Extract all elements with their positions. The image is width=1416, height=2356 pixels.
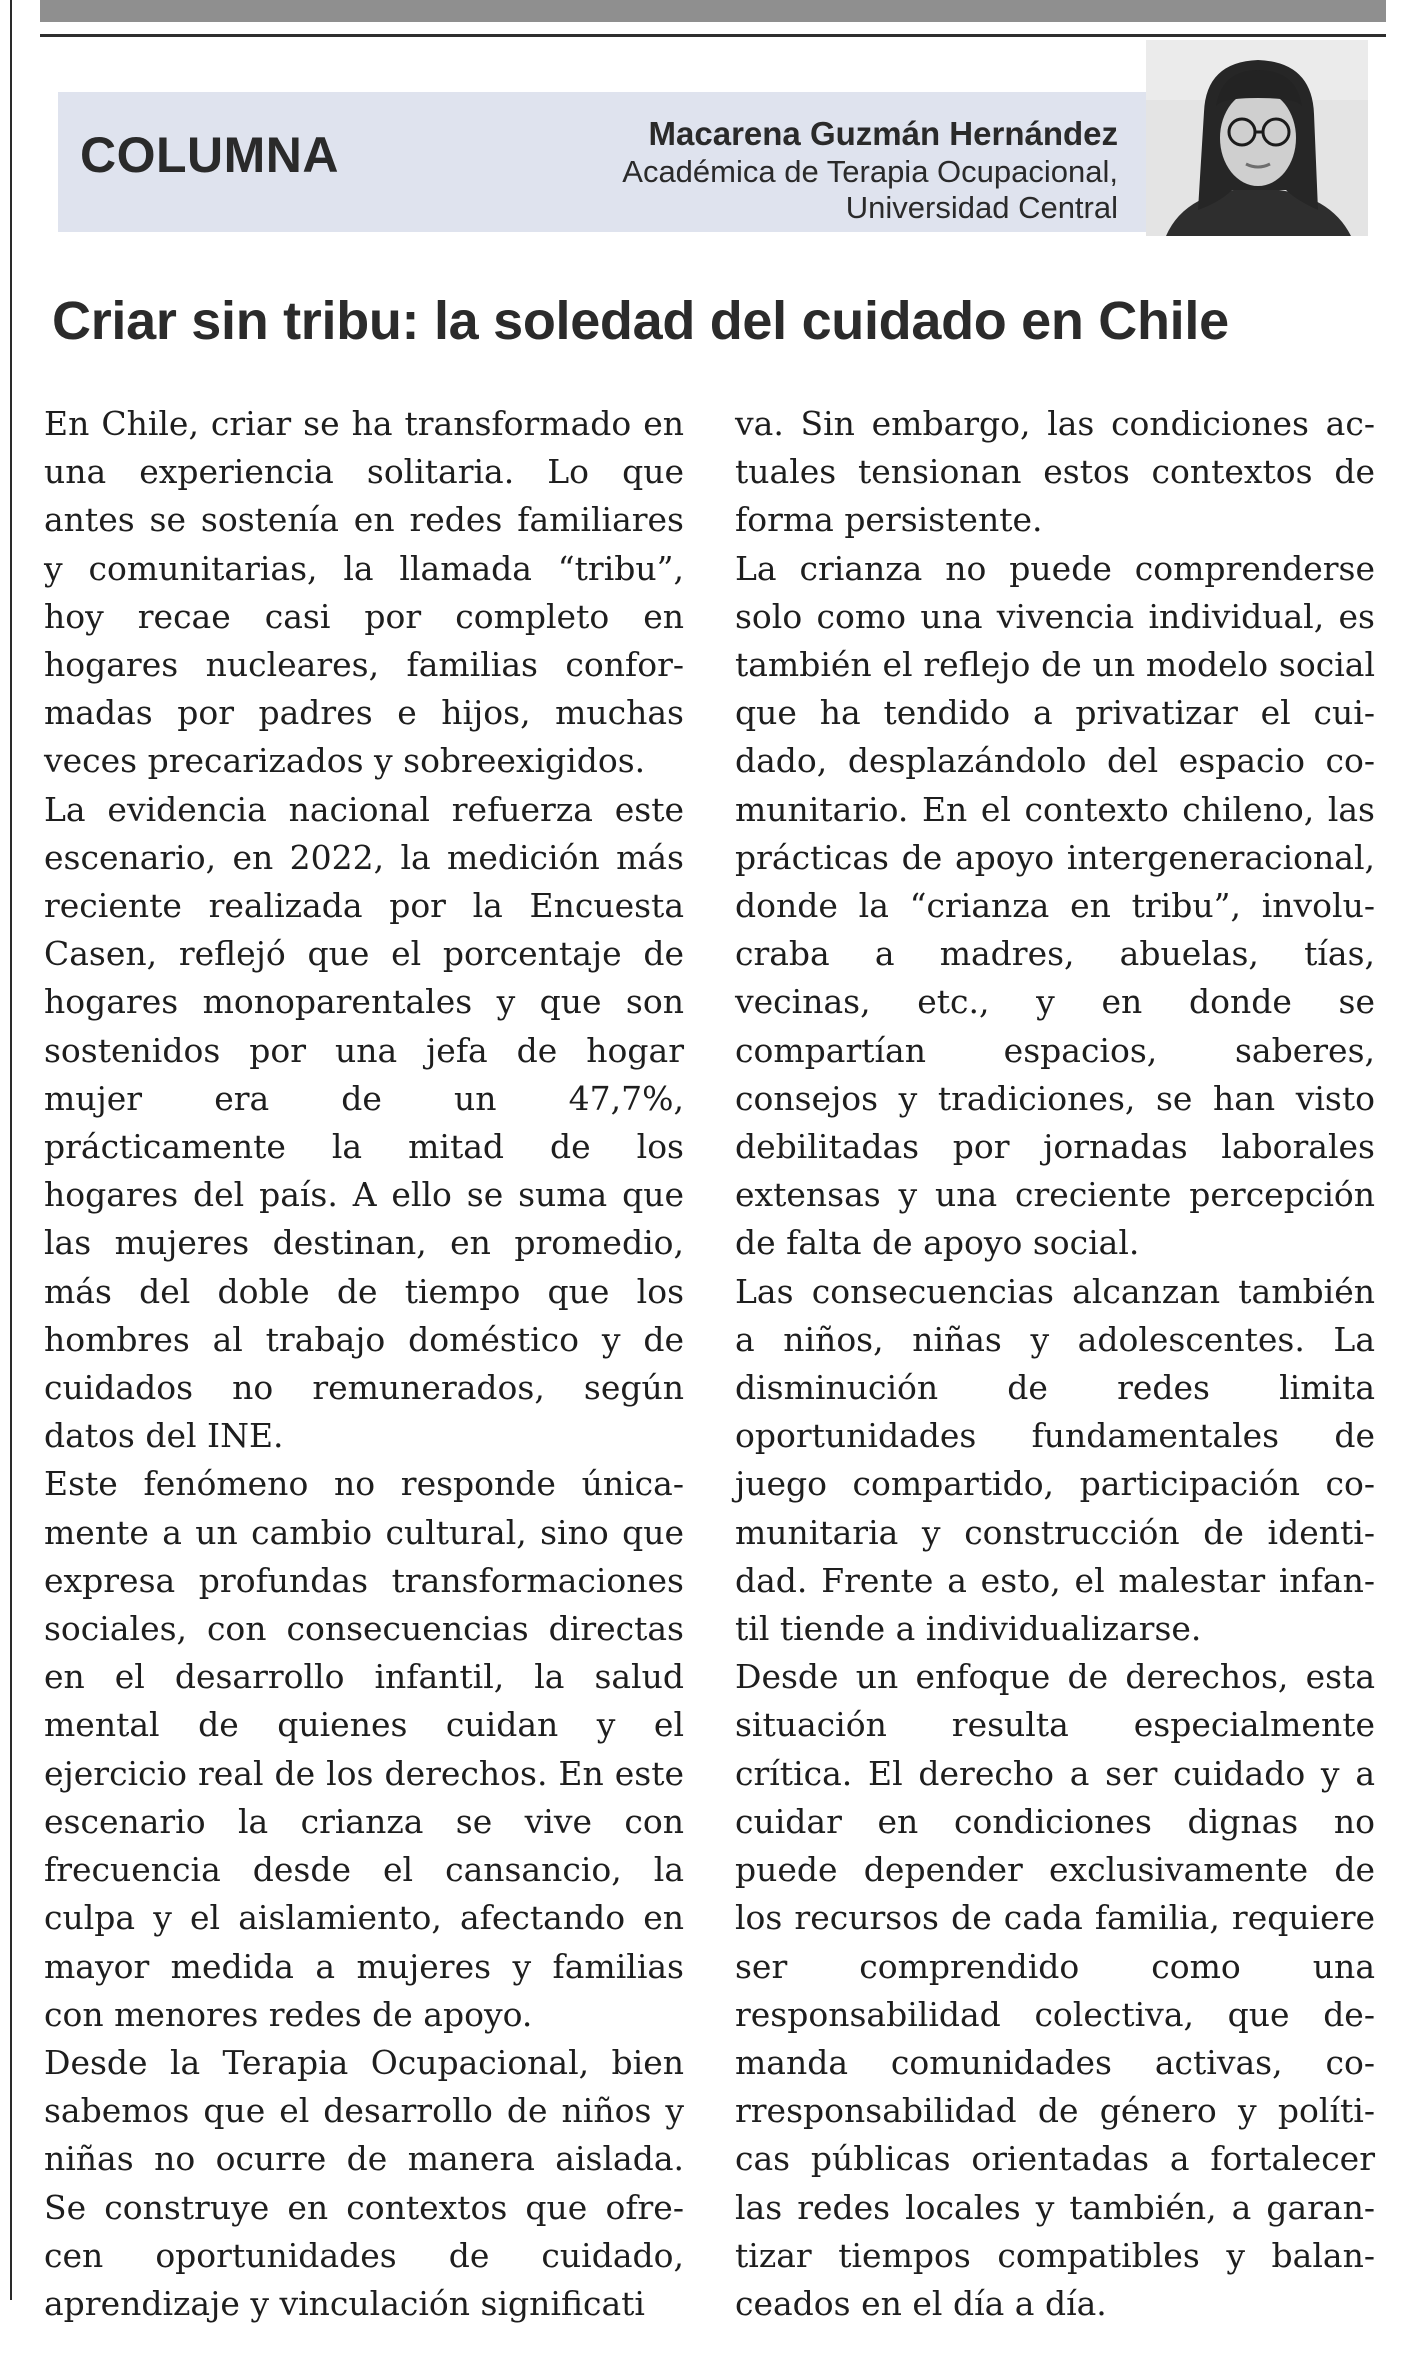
paragraph: Desde un enfoque de derechos, esta situación resulta especialmente crítica. El derecho a ser cuidado y a cuidar en condiciones dignas no puede depender exclusivamente de los recursos de cada familia, requiere ser comprendido como una responsabilidad colectiva, que demanda comunidades activas, corresponsabilidad de género y políticas públicas orientadas a fortalecer las redes locales y también, a garantizar tiempos compatibles y balanceados en el día a día. <box>735 1657 1375 2323</box>
paragraph: Este fenómeno no responde únicamente a un cambio cultural, sino que expresa profundas transformaciones sociales, con consecuencias directas en el desarrollo infantil, la salud mental de quienes cuidan y el ejercicio real de los derechos. En este escenario la crianza se vive con frecuencia desde el cansancio, la culpa y el aislamiento, afectando en mayor medida a mujeres y familias con menores redes de apoyo. <box>44 1464 684 2034</box>
author-role: Académica de Terapia Ocupacional, <box>622 154 1118 189</box>
section-label: COLUMNA <box>80 127 340 183</box>
paragraph: va. Sin embargo, las condiciones actuales tensionan estos contextos de forma persistente. <box>735 404 1375 540</box>
paragraph: La crianza no puede comprenderse solo como una vivencia individual, es también el reflejo de un modelo social que ha tendido a privatizar el cuidado, desplazándolo del espacio comunitario. En el contexto chileno, las prácticas de apoyo intergeneracional, donde la “crianza en tribu”, involucraba a madres, abuelas, tías, vecinas, etc., y en donde se compartían espacios, saberes, consejos y tradiciones, se han visto debilitadas por jornadas laborales extensas y una creciente percepción de falta de apoyo social. <box>735 548 1375 1263</box>
top-rule <box>40 34 1386 37</box>
paragraph: Desde la Terapia Ocupacional, bien sabemos que el desarrollo de niños y niñas no ocurre de manera aislada. Se construye en contextos que ofrecen oportunidades de cuidado, aprendizaje y vinculación significati <box>44 2042 684 2323</box>
author-name: Macarena Guzmán Hernández <box>648 115 1118 152</box>
article-column-left <box>44 400 684 2328</box>
author-byline <box>622 114 1118 226</box>
article-headline: Criar sin tribu: la soledad del cuidado en Chile <box>52 291 1229 351</box>
left-column-rule <box>10 0 12 2300</box>
paragraph: Las consecuencias alcanzan también a niños, niñas y adolescentes. La disminución de redes limita oportunidades fundamentales de juego compartido, participación comunitaria y construcción de identidad. Frente a esto, el malestar infantil tiende a individualizarse. <box>735 1271 1375 1649</box>
paragraph: La evidencia nacional refuerza este escenario, en 2022, la medición más reciente realizada por la Encuesta Casen, reflejó que el porcentaje de hogares monoparentales y que son sostenidos por una jefa de hogar mujer era de un 47,7%, prácticamente la mitad de los hogares del país. A ello se suma que las mujeres destinan, en promedio, más del doble de tiempo que los hombres al trabajo doméstico y de cuidados no remunerados, según datos del INE. <box>44 789 684 1456</box>
paragraph: En Chile, criar se ha transformado en una experiencia solitaria. Lo que antes se sostenía en redes familiares y comunitarias, la llamada “tribu”, hoy recae casi por completo en hogares nucleares, familias conformadas por padres e hijos, muchas veces precarizados y sobreexigidos. <box>44 404 684 781</box>
author-institution: Universidad Central <box>845 190 1118 225</box>
article-column-right <box>735 400 1375 2328</box>
author-portrait-icon <box>1146 40 1368 236</box>
top-gray-band <box>40 0 1386 22</box>
author-photo <box>1146 40 1368 236</box>
